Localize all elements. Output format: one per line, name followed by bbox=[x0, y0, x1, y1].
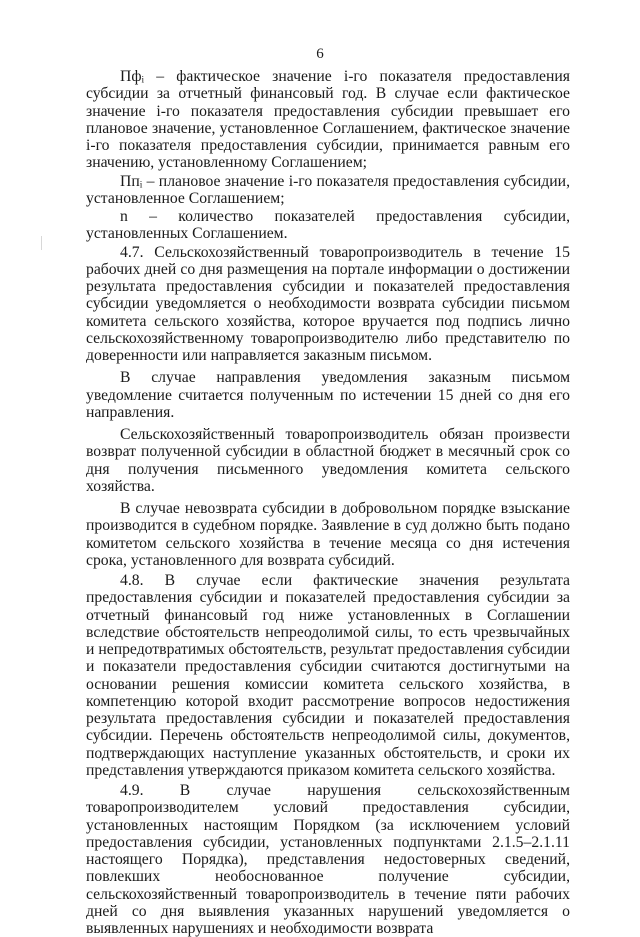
paragraph-clause-4-9: 4.9. В случае нарушения сельскохозяйственным товаропроизводителем условий предоставления субсидии, установленных настоящим Порядком (за исключением условий предоставления субсидии, установленных подпунктами 2.1.5–2.1.11 настоящего Порядка), представления недостоверных сведений, повлекших необоснованное получение субсидии, сельскохозяйственный товаропроизводитель в течение пяти рабочих дней со дня выявления указанных нарушений уведомляется о выявленных нарушениях и необходимости возврата bbox=[86, 782, 570, 937]
paragraph-indicator-count-definition: n – количество показателей предоставления субсидии, установленных Соглашением. bbox=[86, 208, 570, 243]
document-body bbox=[86, 68, 570, 937]
margin-mark bbox=[41, 236, 42, 250]
paragraph-court-recovery: В случае невозврата субсидии в добровольном порядке взыскание производится в судебном порядке. Заявление в суд должно быть подано комитетом сельского хозяйства в течение месяца со дня истечения срока, установленного для возврата субсидий. bbox=[86, 500, 570, 569]
paragraph-clause-4-8: 4.8. В случае если фактические значения результата предоставления субсидии и показателей предоставления субсидии за отчетный финансовый год ниже установленных в Соглашении вследствие обстоятельств непреодолимой силы, то есть чрезвычайных и непредотвратимых обстоятельств, результат предоставления субсидии и показатели предоставления субсидии считаются достигнутыми на основании решения комиссии комитета сельского хозяйства, в компетенцию которой входит рассмотрение вопросов недостижения результата предоставления субсидии и показателей предоставления субсидии. Перечень обстоятельств непреодолимой силы, документов, подтверждающих наступление указанных обстоятельств, и сроки их представления утверждаются приказом комитета сельского хозяйства. bbox=[86, 572, 570, 779]
page-number: 6 bbox=[316, 46, 324, 62]
paragraph-fact-value-definition: Пфᵢ – фактическое значение i-го показателя предоставления субсидии за отчетный финансовый год. В случае если фактическое значение i-го показателя предоставления субсидии превышает его плановое значение, установленное Соглашением, фактическое значение i-го показателя предоставления субсидии, принимается равным его значению, установленному Соглашением; bbox=[86, 68, 570, 172]
paragraph-registered-letter-notice: В случае направления уведомления заказным письмом уведомление считается полученным по истечении 15 дней со дня его направления. bbox=[86, 369, 570, 421]
paragraph-plan-value-definition: Ппᵢ – плановое значение i-го показателя предоставления субсидии, установленное Соглашением; bbox=[86, 172, 570, 207]
paragraph-clause-4-7: 4.7. Сельскохозяйственный товаропроизводитель в течение 15 рабочих дней со дня размещения на портале информации о достижении результата предоставления субсидии и показателей предоставления субсидии уведомляется о необходимости возврата субсидии письмом комитета сельского хозяйства, которое вручается под подпись лично сельскохозяйственному товаропроизводителю либо представителю по доверенности или направляется заказным письмом. bbox=[86, 243, 570, 364]
paragraph-refund-obligation: Сельскохозяйственный товаропроизводитель обязан произвести возврат полученной субсидии в областной бюджет в месячный срок со дня получения письменного уведомления комитета сельского хозяйства. bbox=[86, 426, 570, 495]
